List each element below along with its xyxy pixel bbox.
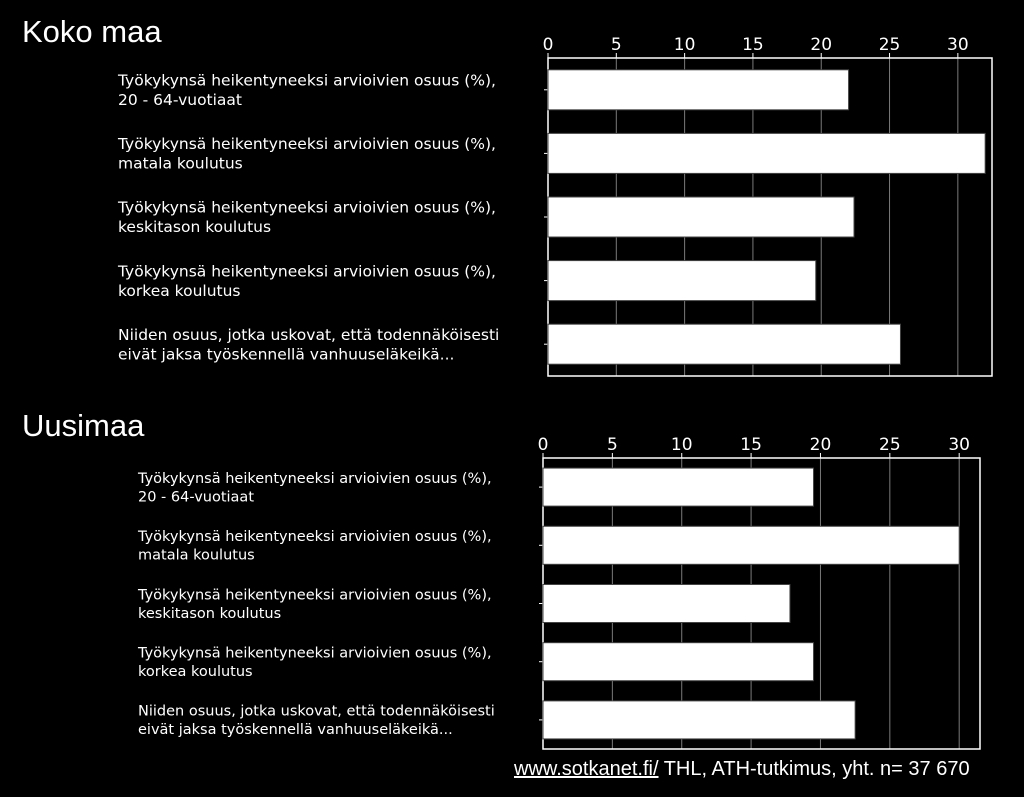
- category-label-koko-maa: Työkykynsä heikentyneeksi arvioivien osuus (%),: [118, 198, 496, 217]
- category-label-koko-maa: 20 - 64-vuotiaat: [118, 90, 243, 109]
- bar-koko-maa: [548, 324, 900, 364]
- category-label-koko-maa: matala koulutus: [118, 154, 243, 173]
- x-tick-label-uusimaa: 10: [670, 435, 693, 455]
- category-label-uusimaa: Työkykynsä heikentyneeksi arvioivien osuus (%),: [138, 587, 492, 604]
- x-tick-label-uusimaa: 5: [606, 435, 618, 455]
- chart-title-koko-maa: Koko maa: [22, 14, 162, 49]
- category-label-uusimaa: keskitason koulutus: [138, 605, 282, 622]
- x-tick-label-koko-maa: 20: [810, 35, 833, 55]
- bar-koko-maa: [548, 197, 854, 237]
- source-note: [514, 758, 970, 781]
- bar-koko-maa: [548, 261, 816, 301]
- bar-uusimaa: [543, 468, 814, 506]
- x-tick-label-koko-maa: 15: [742, 35, 764, 55]
- x-tick-label-koko-maa: 30: [947, 35, 969, 55]
- category-label-uusimaa: Niiden osuus, jotka uskovat, että todennäköisesti: [138, 703, 495, 720]
- category-label-uusimaa: 20 - 64-vuotiaat: [138, 489, 255, 506]
- x-tick-label-koko-maa: 10: [673, 35, 696, 55]
- category-label-uusimaa: eivät jaksa työskennellä vanhuuseläkeikä...: [138, 722, 453, 739]
- source-text: THL, ATH-tutkimus, yht. n= 37 670: [658, 758, 970, 780]
- category-label-koko-maa: Niiden osuus, jotka uskovat, että todennäköisesti: [118, 325, 500, 344]
- category-label-uusimaa: matala koulutus: [138, 547, 255, 564]
- x-tick-label-uusimaa: 30: [948, 435, 971, 455]
- category-label-uusimaa: Työkykynsä heikentyneeksi arvioivien osuus (%),: [138, 645, 492, 662]
- category-label-uusimaa: korkea koulutus: [138, 664, 253, 681]
- x-tick-label-uusimaa: 20: [809, 435, 832, 455]
- x-tick-label-uusimaa: 0: [537, 435, 549, 455]
- x-tick-label-koko-maa: 5: [610, 35, 622, 55]
- bar-uusimaa: [543, 643, 814, 681]
- category-label-koko-maa: Työkykynsä heikentyneeksi arvioivien osuus (%),: [118, 135, 496, 154]
- x-tick-label-koko-maa: 0: [542, 35, 554, 55]
- x-tick-label-uusimaa: 25: [879, 435, 901, 455]
- category-label-uusimaa: Työkykynsä heikentyneeksi arvioivien osuus (%),: [138, 529, 492, 546]
- category-label-koko-maa: Työkykynsä heikentyneeksi arvioivien osuus (%),: [118, 262, 496, 281]
- category-label-uusimaa: Työkykynsä heikentyneeksi arvioivien osuus (%),: [138, 470, 492, 487]
- bar-uusimaa: [543, 526, 959, 564]
- x-tick-label-uusimaa: 15: [740, 435, 762, 455]
- sotkanet-link[interactable]: www.sotkanet.fi/: [514, 758, 659, 780]
- category-label-koko-maa: korkea koulutus: [118, 281, 241, 300]
- x-tick-label-koko-maa: 25: [878, 35, 901, 55]
- category-label-koko-maa: keskitason koulutus: [118, 218, 272, 237]
- category-label-koko-maa: Työkykynsä heikentyneeksi arvioivien osuus (%),: [118, 71, 496, 90]
- chart-title-uusimaa: Uusimaa: [22, 408, 145, 443]
- bar-koko-maa: [548, 70, 849, 110]
- bar-koko-maa: [548, 133, 985, 173]
- bar-uusimaa: [543, 701, 855, 739]
- bar-uusimaa: [543, 585, 790, 623]
- category-label-koko-maa: eivät jaksa työskennellä vanhuuseläkeikä...: [118, 345, 455, 364]
